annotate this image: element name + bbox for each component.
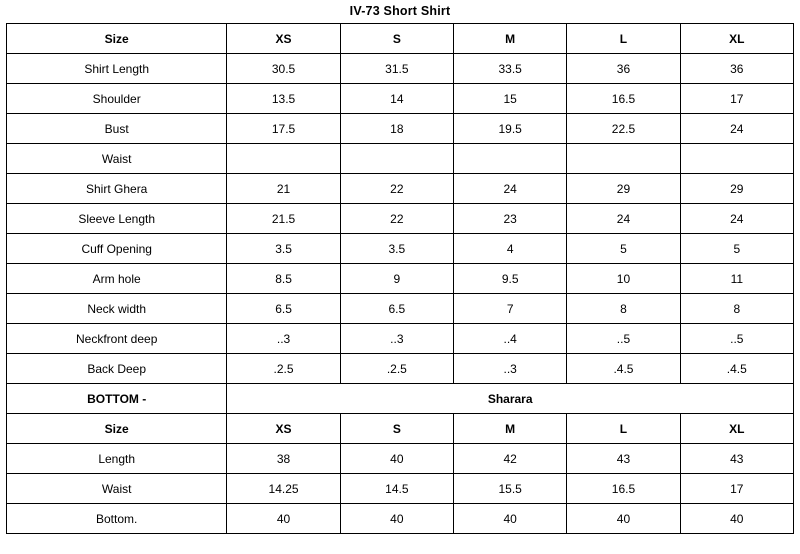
table-header-row	[7, 414, 794, 444]
table-row	[7, 444, 794, 474]
table-row	[7, 54, 794, 84]
table-cell: 11	[680, 264, 793, 294]
bottom-section-label: BOTTOM -	[7, 384, 227, 414]
table-cell	[567, 144, 680, 174]
row-label: Sleeve Length	[7, 204, 227, 234]
table-cell: 17	[680, 474, 793, 504]
column-header-size: Size	[7, 414, 227, 444]
table-cell: ..4	[454, 324, 567, 354]
table-cell: 4	[454, 234, 567, 264]
table-cell	[340, 144, 453, 174]
table-cell: 40	[227, 504, 340, 534]
table-cell: 3.5	[340, 234, 453, 264]
table-cell: 43	[567, 444, 680, 474]
table-cell: ..3	[227, 324, 340, 354]
row-label: Arm hole	[7, 264, 227, 294]
table-cell: 9	[340, 264, 453, 294]
column-header-s: S	[340, 414, 453, 444]
row-label: Shoulder	[7, 84, 227, 114]
table-cell: 16.5	[567, 474, 680, 504]
table-row	[7, 144, 794, 174]
column-header-m: M	[454, 414, 567, 444]
table-row	[7, 174, 794, 204]
column-header-m: M	[454, 24, 567, 54]
row-label: Cuff Opening	[7, 234, 227, 264]
column-header-l: L	[567, 414, 680, 444]
table-cell: 24	[680, 114, 793, 144]
table-cell: 23	[454, 204, 567, 234]
table-cell: 9.5	[454, 264, 567, 294]
table-cell: .2.5	[340, 354, 453, 384]
table-cell: 24	[567, 204, 680, 234]
table-cell: 29	[680, 174, 793, 204]
table-cell: 40	[340, 444, 453, 474]
table-row	[7, 114, 794, 144]
table-cell: .2.5	[227, 354, 340, 384]
table-cell: 8	[680, 294, 793, 324]
table-cell: .4.5	[567, 354, 680, 384]
column-header-xs: XS	[227, 414, 340, 444]
table-cell: ..5	[680, 324, 793, 354]
table-cell	[227, 144, 340, 174]
table-cell: 24	[680, 204, 793, 234]
table-cell: 40	[680, 504, 793, 534]
table-cell: ..3	[340, 324, 453, 354]
table-row	[7, 234, 794, 264]
table-cell: 22.5	[567, 114, 680, 144]
table-cell: 36	[567, 54, 680, 84]
row-label: Length	[7, 444, 227, 474]
table-cell: 36	[680, 54, 793, 84]
table-cell: 13.5	[227, 84, 340, 114]
row-label: Back Deep	[7, 354, 227, 384]
row-label: Neckfront deep	[7, 324, 227, 354]
table-cell: 3.5	[227, 234, 340, 264]
bottom-section-name: Sharara	[227, 384, 794, 414]
column-header-xs: XS	[227, 24, 340, 54]
row-label: Bust	[7, 114, 227, 144]
column-header-xl: XL	[680, 24, 793, 54]
table-cell: 6.5	[227, 294, 340, 324]
column-header-l: L	[567, 24, 680, 54]
row-label: Bottom.	[7, 504, 227, 534]
table-cell: 30.5	[227, 54, 340, 84]
table-cell: 21.5	[227, 204, 340, 234]
table-row	[7, 474, 794, 504]
row-label: Shirt Length	[7, 54, 227, 84]
table-row	[7, 84, 794, 114]
table-cell: 18	[340, 114, 453, 144]
table-cell: 42	[454, 444, 567, 474]
bottom-section-header-row	[7, 384, 794, 414]
row-label: Neck width	[7, 294, 227, 324]
column-header-size: Size	[7, 24, 227, 54]
row-label: Waist	[7, 144, 227, 174]
table-header-row	[7, 24, 794, 54]
table-cell: 7	[454, 294, 567, 324]
table-cell: ..5	[567, 324, 680, 354]
table-cell: 40	[567, 504, 680, 534]
table-row	[7, 264, 794, 294]
table-cell: 14	[340, 84, 453, 114]
table-cell: 24	[454, 174, 567, 204]
table-cell: .4.5	[680, 354, 793, 384]
table-row	[7, 504, 794, 534]
table-cell: 17	[680, 84, 793, 114]
table-cell: 16.5	[567, 84, 680, 114]
table-cell: 8.5	[227, 264, 340, 294]
table-cell: 15.5	[454, 474, 567, 504]
table-cell: 31.5	[340, 54, 453, 84]
table-row	[7, 354, 794, 384]
table-cell: 29	[567, 174, 680, 204]
table-cell: 33.5	[454, 54, 567, 84]
table-cell: 10	[567, 264, 680, 294]
table-row	[7, 294, 794, 324]
table-cell: 22	[340, 174, 453, 204]
row-label: Waist	[7, 474, 227, 504]
row-label: Shirt Ghera	[7, 174, 227, 204]
table-cell: 5	[680, 234, 793, 264]
table-cell: ..3	[454, 354, 567, 384]
table-cell: 43	[680, 444, 793, 474]
table-cell: 19.5	[454, 114, 567, 144]
table-cell: 14.5	[340, 474, 453, 504]
table-cell: 40	[340, 504, 453, 534]
table-cell: 8	[567, 294, 680, 324]
table-cell: 5	[567, 234, 680, 264]
column-header-s: S	[340, 24, 453, 54]
size-chart-table	[6, 23, 794, 534]
table-cell: 17.5	[227, 114, 340, 144]
table-row	[7, 324, 794, 354]
column-header-xl: XL	[680, 414, 793, 444]
table-cell: 15	[454, 84, 567, 114]
table-cell: 21	[227, 174, 340, 204]
table-cell: 22	[340, 204, 453, 234]
table-cell: 38	[227, 444, 340, 474]
table-cell	[680, 144, 793, 174]
table-row	[7, 204, 794, 234]
table-cell: 14.25	[227, 474, 340, 504]
table-cell: 40	[454, 504, 567, 534]
table-cell	[454, 144, 567, 174]
table-cell: 6.5	[340, 294, 453, 324]
page-title: IV-73 Short Shirt	[349, 4, 451, 18]
